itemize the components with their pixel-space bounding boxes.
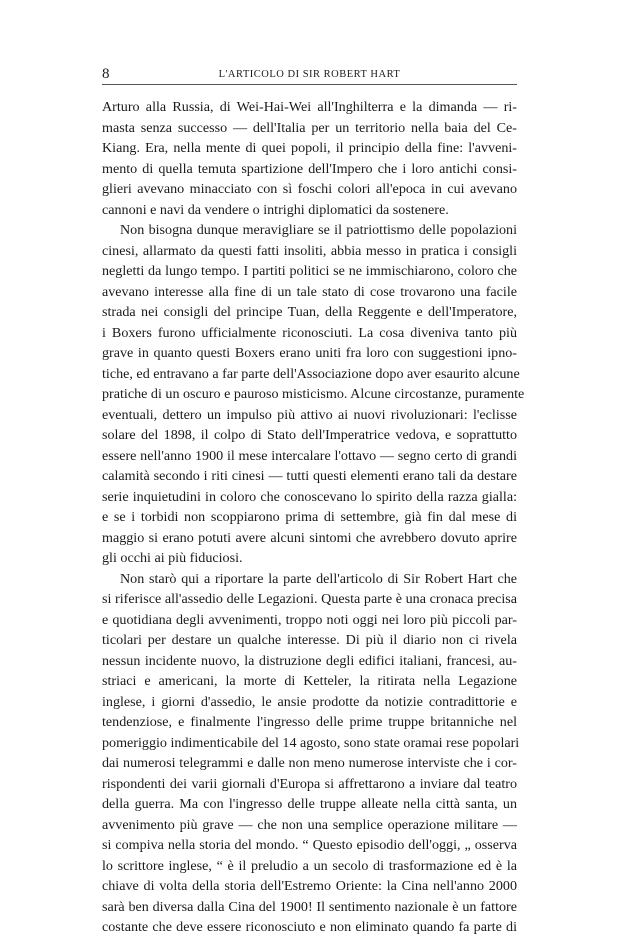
text-line: masta senza successo — dell'Italia per un territorio nella baia del Ce-: [102, 119, 517, 136]
text-line: i Boxers furono ufficialmente riconosciuti. La cosa diveniva tanto più: [102, 324, 517, 341]
text-line: inglese, i giorni d'assedio, le ansie prodotte da notizie contradittorie e: [102, 693, 517, 710]
text-line: lo scrittore inglese, “ è il preludio a un secolo di trasformazione ed è la: [102, 857, 517, 874]
text-line: sarà ben diversa dalla Cina del 1900! Il sentimento nazionale è un fattore: [102, 898, 517, 915]
text-line: pomeriggio indimenticabile del 14 agosto, sono state oramai rese popolari: [102, 734, 520, 751]
text-line: tiche, ed entravano a far parte dell'Associazione dopo aver esaurito alcune: [102, 365, 520, 382]
text-line: Non starò qui a riportare la parte dell'articolo di Sir Robert Hart che: [120, 570, 517, 587]
page-number: 8: [102, 66, 110, 82]
text-line: costante che deve essere riconosciuto e non eliminato quando fa parte di: [102, 919, 517, 935]
text-line: tendenziose, e finalmente l'ingresso delle prime truppe britanniche nel: [102, 714, 517, 730]
text-line: strada nei consigli del principe Tuan, della Reggente e dell'Imperatore,: [102, 304, 517, 320]
text-line: cinesi, allarmato da questi fatti insoliti, abbia messo in pratica i consigli: [102, 242, 517, 259]
text-line: serie inquietudini in coloro che conoscevano lo spirito della razza gialla:: [102, 488, 517, 505]
text-line: avvenimento più grave — che non una semplice operazione militare —: [102, 816, 517, 833]
text-line: eventuali, dettero un impulso più attivo ai nuovi rivoluzionari: l'eclisse: [102, 406, 517, 423]
text-line: glieri avevano minacciato con sì foschi colori all'epoca in cui avevano: [102, 181, 517, 197]
paragraph: [102, 569, 520, 938]
text-line: avevano interesse alla fine di un tale stato di cose trovarono una facile: [102, 283, 517, 300]
text-line: pratiche di un oscuro e pauroso misticismo. Alcune circostanze, puramente: [102, 386, 525, 402]
text-line: ticolari per destare un qualche interesse. Di più il diario non ci rivela: [102, 632, 517, 648]
text-line: Kiang. Era, nella mente di quei popoli, il principio della fine: l'avveni-: [102, 140, 517, 156]
text-line: e se i torbidi non scoppiarono prima di settembre, già fin dal mese di: [102, 509, 517, 525]
paragraph: [102, 220, 525, 569]
text-line: Arturo alla Russia, di Wei-Hai-Wei all'Inghilterra e la dimanda — ri-: [102, 99, 517, 115]
text-line: nessun incidente nuovo, la distruzione degli edifici italiani, francesi, au-: [102, 652, 517, 669]
text-line: calamità secondo i riti cinesi — tutti questi elementi erano tali da destare: [102, 468, 517, 484]
text-line: maggio si erano potuti avere alcuni sintomi che avrebbero dovuto aprire: [102, 529, 517, 546]
text-line: negletti da lungo tempo. I partiti politici se ne immischiarono, coloro che: [102, 263, 517, 279]
text-line: solare del 1898, il colpo di Stato dell'Imperatrice vedova, e soprattutto: [102, 427, 517, 443]
text-line: rispondenti dei varii giornali d'Europa si affrettarono a inviare dal teatro: [102, 775, 517, 792]
text-line: mento di quella temuta spartizione dell'Impero che i loro antichi consi-: [102, 160, 517, 177]
text-line: chiave di volta della storia dell'Estremo Oriente: la Cina nell'anno 2000: [102, 878, 517, 894]
text-line: si riferisce all'assedio delle Legazioni. Questa parte è una cronaca precisa: [102, 591, 517, 607]
text-line: Non bisogna dunque meravigliare se il patriottismo delle popolazioni: [120, 222, 517, 238]
text-line: dai numerosi telegrammi e dalle non meno numerose interviste che i cor-: [102, 755, 517, 771]
body-text: [102, 97, 525, 938]
text-line: essere nell'anno 1900 il mese intercalare l'ottavo — segno certo di grandi: [102, 447, 517, 464]
text-line: si compiva nella storia del mondo. “ Questo episodio dell'oggi, „ osserva: [102, 837, 517, 853]
page-header: [102, 64, 517, 85]
text-line: grave in quanto questi Boxers erano uniti fra loro con suggestioni ipno-: [102, 345, 517, 361]
running-title: L'ARTICOLO DI SIR ROBERT HART: [218, 69, 401, 80]
text-line: striaci e americani, la morte di Ketteler, la ritirata nella Legazione: [102, 673, 517, 689]
text-line: cannoni e navi da vendere o intrighi diplomatici da sostenere.: [102, 201, 449, 218]
paragraph: [102, 97, 517, 220]
text-line: della guerra. Ma con l'ingresso delle truppe alleate nella città santa, un: [102, 796, 517, 812]
text-line: e quotidiana degli avvenimenti, troppo noti oggi nei loro più piccoli par-: [102, 611, 517, 628]
text-line: gli occhi ai più fiduciosi.: [102, 550, 243, 566]
